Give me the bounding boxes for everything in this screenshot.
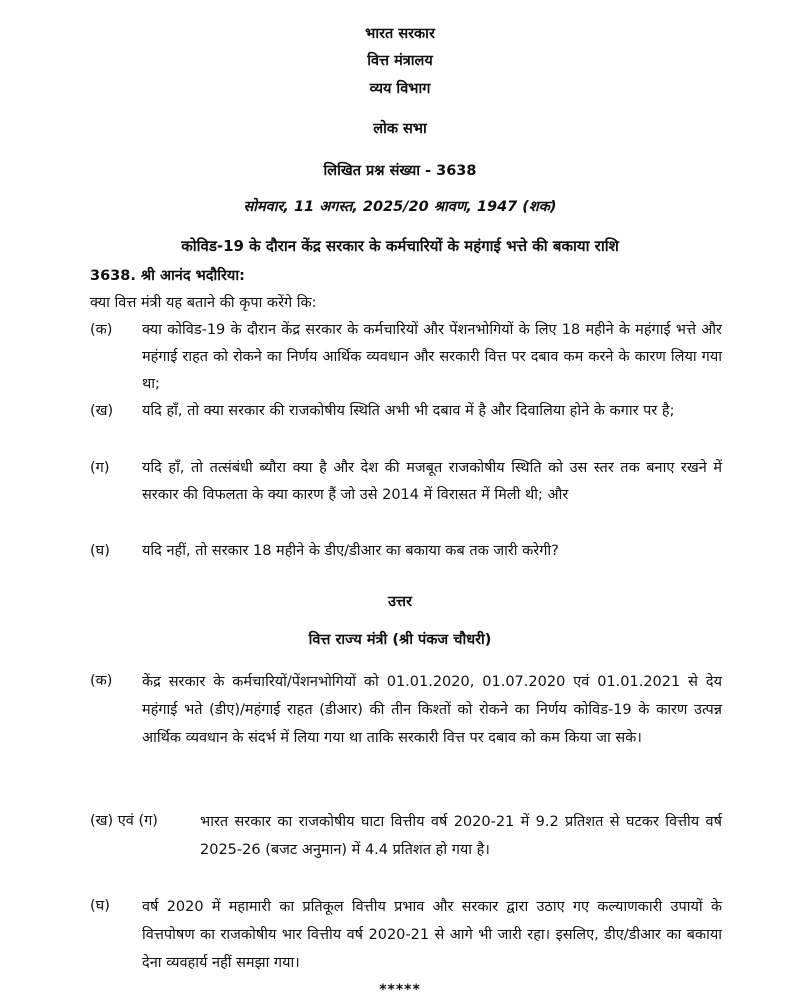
question-item-label: (ख) [90, 403, 114, 419]
answer-item-text: वर्ष 2020 में महामारी का प्रतिकूल वित्तीय प्रभाव और सरकार द्वारा उठाए गए कल्याणकारी उपायों के वित्तपोषण का राजकोषीय भार वित्तीय वर्ष 2020-21 से आगे भी जारी रहा। इसलिए, डीए/डीआर का बकाया देना व्यवहार्य नहीं समझा गया। [142, 899, 722, 971]
question-item-text: यदि हाँ, तो क्या सरकार की राजकोषीय स्थिति अभी भी दबाव में है और दिवालिया होने के कगार पर है; [142, 403, 675, 419]
answer-item-label: (घ) [90, 898, 110, 914]
date-line: सोमवार, 11 अगस्त, 2025/20 श्रावण, 1947 (शक) [243, 199, 557, 215]
question-item-label: (घ) [90, 543, 110, 559]
question-item-text: यदि नहीं, तो सरकार 18 महीने के डीए/डीआर का बकाया कब तक जारी करेगी? [142, 543, 559, 559]
question-number-heading: लिखित प्रश्न संख्या - 3638 [323, 163, 477, 179]
answer-item-text: भारत सरकार का राजकोषीय घाटा वित्तीय वर्ष 2020-21 में 9.2 प्रतिशत से घटकर वित्तीय वर्ष 2025-26 (बजट अनुमान) में 4.4 प्रतिशत हो गया है। [200, 814, 722, 858]
government-heading: भारत सरकार [365, 26, 435, 42]
answer-heading: उत्तर [388, 594, 412, 610]
answer-item-label: (ख) एवं (ग) [90, 813, 158, 829]
question-item-gha [90, 538, 722, 565]
question-item-ka [90, 317, 722, 398]
question-item-text: यदि हाँ, तो तत्संबंधी ब्यौरा क्या है और देश की मजबूत राजकोषीय स्थिति को उस स्तर तक बनाए रखने में सरकार की विफलता के क्या कारण हैं जो उसे 2014 में विरासत में मिली थी; और [142, 460, 722, 503]
answer-item-kha-ga [90, 808, 722, 864]
answer-item-gha [90, 893, 722, 977]
questioner-name: 3638. श्री आनंद भदौरिया: [90, 268, 245, 284]
question-item-label: (ग) [90, 460, 110, 476]
question-item-text: क्या कोविड-19 के दौरान केंद्र सरकार के कर्मचारियों और पेंशनभोगियों के लिए 18 महीने के महंगाई भत्ते और महंगाई राहत को रोकने का निर्णय आर्थिक व्यवधान और सरकारी वित्त पर दबाव कम करने के कारण लिया गया था; [142, 322, 722, 392]
question-item-ga [90, 455, 722, 509]
answer-item-text: केंद्र सरकार के कर्मचारियों/पेंशनभोगियों को 01.01.2020, 01.07.2020 एवं 01.01.2021 से देय महंगाई भते (डीए)/महंगाई राहत (डीआर) की तीन किश्तों को रोकने का निर्णय कोविड-19 के कारण उत्पन्न आर्थिक व्यवधान के संदर्भ में लिया गया था ताकि सरकारी वित्त पर दबाव को कम किया जा सके। [142, 674, 722, 746]
ministry-heading: वित्त मंत्रालय [367, 53, 433, 69]
department-heading: व्यय विभाग [369, 81, 431, 97]
question-intro: क्या वित्त मंत्री यह बताने की कृपा करेंगे कि: [90, 295, 317, 311]
answer-item-label: (क) [90, 673, 113, 689]
question-item-label: (क) [90, 322, 113, 338]
question-item-kha [90, 398, 722, 425]
house-heading: लोक सभा [373, 121, 427, 137]
minister-heading: वित्त राज्य मंत्री (श्री पंकज चौधरी) [308, 632, 492, 648]
subject-heading: कोविड-19 के दौरान केंद्र सरकार के कर्मचारियों के महंगाई भत्ते की बकाया राशि [181, 237, 619, 255]
end-mark: ***** [379, 982, 421, 998]
answer-item-ka [90, 668, 722, 752]
